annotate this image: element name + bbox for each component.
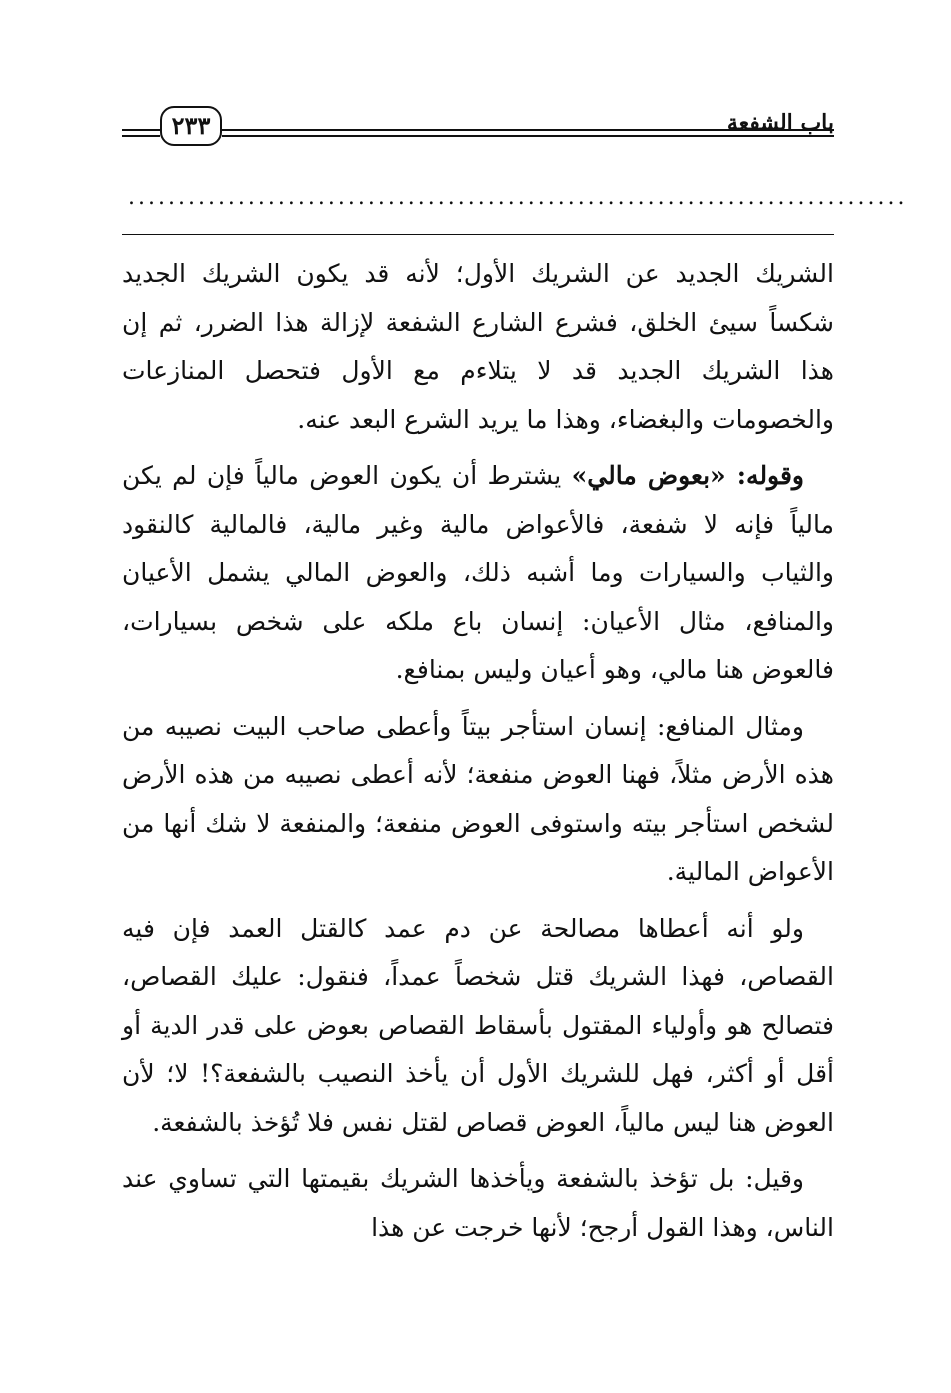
header-rule-right bbox=[222, 129, 834, 137]
text-divider bbox=[122, 234, 834, 235]
paragraph-text: ولو أنه أعطاها مصالحة عن دم عمد كالقتل العمد فإن فيه القصاص، فهذا الشريك قتل شخصاً عمداً، فنقول: عليك القصاص، فتصالح هو وأولياء المقتول بأسقاط القصاص بعوض على قدر الدية أو أقل أو أكثر، فهل للشريك الأول أن يأخذ النصيب بالشفعة؟! لا؛ لأن العوض هنا ليس مالياً، العوض قصاص لقتل نفس فلا تُؤخذ بالشفعة. bbox=[122, 913, 834, 1137]
header-rule-left bbox=[122, 129, 160, 137]
page-header bbox=[122, 100, 834, 160]
paragraph bbox=[122, 703, 834, 897]
paragraph bbox=[122, 905, 834, 1148]
paragraph-text: يشترط أن يكون العوض مالياً فإن لم يكن مالياً فإنه لا شفعة، فالأعواض مالية وغير مالية، فالمالية كالنقود والثياب والسيارات وما أشبه ذلك، والعوض المالي يشمل الأعيان والمنافع، مثال الأعيان: إنسان باع ملكه على شخص بسيارات، فالعوض هنا مالي، وهو أعيان وليس بمنافع. bbox=[122, 461, 834, 684]
paragraph-text: ومثال المنافع: إنسان استأجر بيتاً وأعطى صاحب البيت نصيبه من هذه الأرض مثلاً، فهنا العوض منفعة؛ لأنه أعطى نصيبه من هذه الأرض لشخص استأجر بيته واستوفى العوض منفعة؛ والمنفعة لا شك أنها من الأعواض المالية. bbox=[122, 711, 834, 886]
paragraph-text: وقيل: بل تؤخذ بالشفعة ويأخذها الشريك بقيمتها التي تساوي عند الناس، وهذا القول أرجح؛ لأنها خرجت عن هذا bbox=[122, 1164, 834, 1242]
body-text bbox=[122, 250, 834, 1260]
dotted-separator: .............................................................................. bbox=[128, 185, 908, 210]
paragraph bbox=[122, 1155, 834, 1252]
paragraph-lead: وقوله: «بعوض مالي» bbox=[571, 461, 804, 490]
paragraph bbox=[122, 452, 834, 695]
paragraph bbox=[122, 250, 834, 444]
chapter-title: باب الشفعة bbox=[726, 110, 834, 136]
page-number-badge: ٢٣٣ bbox=[160, 106, 222, 146]
paragraph-text: الشريك الجديد عن الشريك الأول؛ لأنه قد يكون الشريك الجديد شكساً سيئ الخلق، فشرع الشارع الشفعة لإزالة هذا الضرر، ثم إن هذا الشريك الجديد قد لا يتلاءم مع الأول فتحصل المنازعات والخصومات والبغضاء، وهذا ما يريد الشرع البعد عنه. bbox=[122, 259, 834, 434]
